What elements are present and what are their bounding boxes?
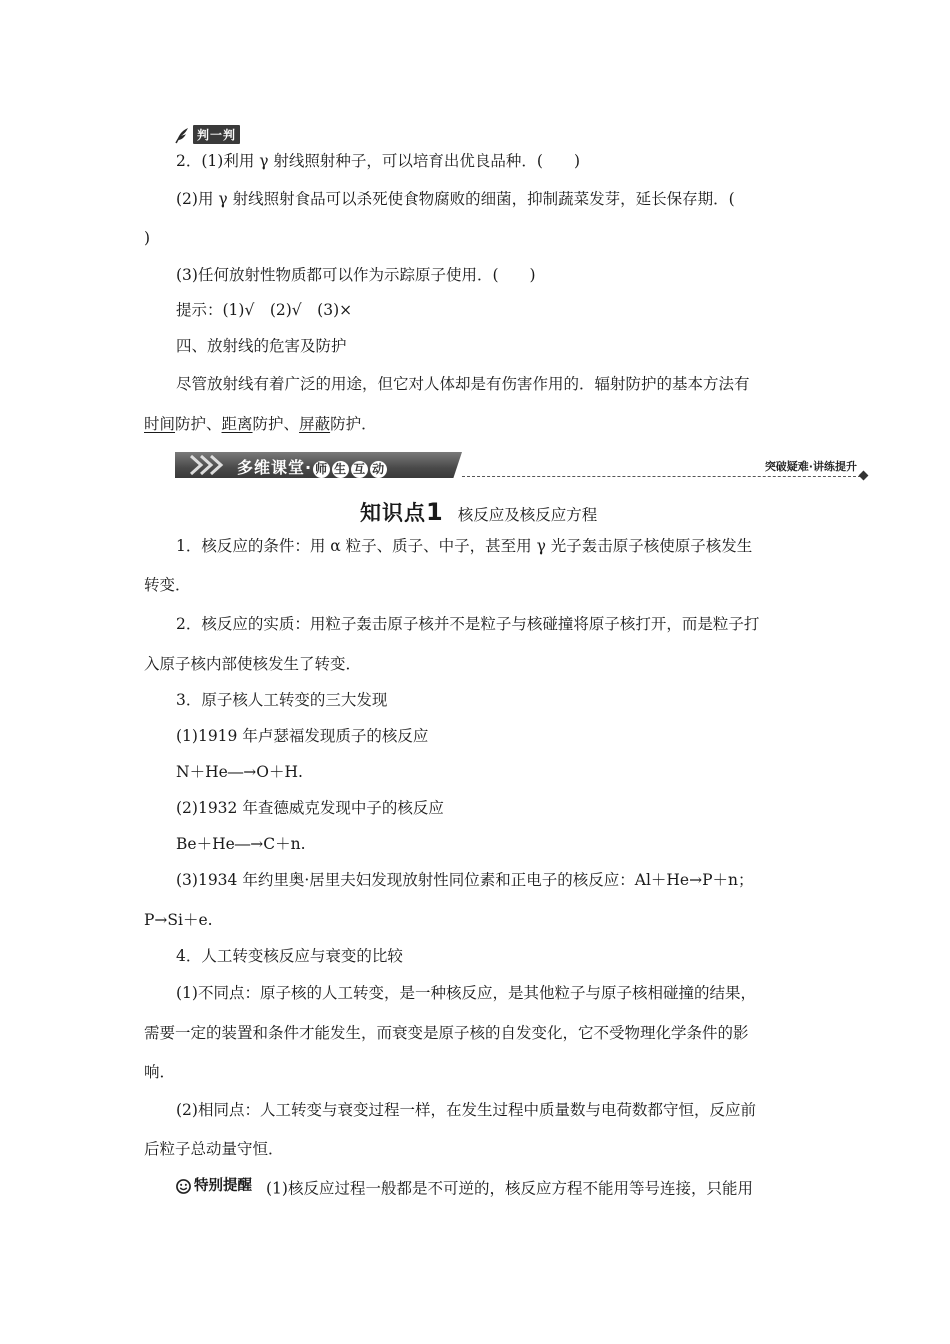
knowledge-point-heading <box>360 497 597 527</box>
question-2-2-cont: ) <box>144 229 151 247</box>
knowledge-point-subtitle: 核反应及核反应方程 <box>457 506 598 524</box>
knowledge-point-label: 知识点1 <box>360 498 444 526</box>
paragraph-3-1: (1)1919 年卢瑟福发现质子的核反应 <box>176 727 429 745</box>
section-banner <box>175 452 867 482</box>
chevrons-icon <box>189 454 229 476</box>
equation-1: N＋He―→O＋H. <box>176 763 303 781</box>
smiley-icon <box>176 1179 191 1194</box>
paragraph-3-3-cont: P→Si＋e. <box>144 911 213 929</box>
underlined-shield: 屏蔽 <box>299 415 331 433</box>
diamond-icon <box>859 471 869 481</box>
paragraph-4-2: (2)相同点：人工转变与衰变过程一样，在发生过程中质量数与电荷数都守恒，反应前 <box>176 1101 756 1119</box>
judge-label: 判一判 <box>193 125 240 144</box>
special-note <box>176 1176 753 1199</box>
question-2-1: 2．(1)利用 γ 射线照射种子，可以培育出优良品种．( ) <box>176 152 581 170</box>
equation-2: Be＋He―→C＋n. <box>176 835 306 853</box>
question-2-2: (2)用 γ 射线照射食品可以杀死使食物腐败的细菌，抑制蔬菜发芽，延长保存期．( <box>176 190 735 208</box>
paragraph-3-3: (3)1934 年约里奥·居里夫妇发现放射性同位素和正电子的核反应：Al＋He→P＋n； <box>176 871 754 889</box>
judge-badge <box>174 125 240 144</box>
paragraph-4-1: (1)不同点：原子核的人工转变，是一种核反应，是其他粒子与原子核相碰撞的结果， <box>176 984 756 1002</box>
paragraph-4-1-cont: 需要一定的装置和条件才能发生，而衰变是原子核的自发变化，它不受物理化学条件的影 <box>144 1024 749 1042</box>
banner-title: 多维课堂· 师 生 互 动 <box>237 458 386 477</box>
special-note-badge: 特别提醒 <box>176 1176 252 1196</box>
paragraph-3-2: (2)1932 年查德威克发现中子的核反应 <box>176 799 444 817</box>
paragraph-2-cont: 入原子核内部使核发生了转变． <box>144 655 362 673</box>
banner-rule <box>462 476 861 477</box>
special-note-text: (1)核反应过程一般都是不可逆的，核反应方程不能用等号连接，只能用 <box>266 1179 753 1198</box>
question-2-3: (3)任何放射性物质都可以作为示踪原子使用．( ) <box>176 266 536 284</box>
banner-right-text: 突破疑难·讲练提升 <box>764 460 857 473</box>
underlined-distance: 距离 <box>221 415 253 433</box>
answer-hint: 提示：(1)√ (2)√ (3)× <box>176 301 353 319</box>
paragraph-3: 3．原子核人工转变的三大发现 <box>176 691 388 709</box>
section-4-body: 尽管放射线有着广泛的用途，但它对人体却是有伤害作用的．辐射防护的基本方法有 <box>176 375 750 393</box>
underlined-time: 时间 <box>144 415 176 433</box>
paragraph-2: 2．核反应的实质：用粒子轰击原子核并不是粒子与核碰撞将原子核打开，而是粒子打 <box>176 615 760 633</box>
paragraph-4: 4．人工转变核反应与衰变的比较 <box>176 947 403 965</box>
paragraph-4-1-end: 响． <box>144 1063 176 1081</box>
section-4-body-cont: 时间防护、距离防护、屏蔽防护． <box>144 415 377 433</box>
paragraph-4-2-cont: 后粒子总动量守恒． <box>144 1140 284 1158</box>
leaf-icon <box>174 126 190 144</box>
paragraph-1-cont: 转变． <box>144 576 191 594</box>
paragraph-1: 1．核反应的条件：用 α 粒子、质子、中子，甚至用 γ 光子轰击原子核使原子核发生 <box>176 537 753 555</box>
section-4-title: 四、放射线的危害及防护 <box>176 337 347 355</box>
